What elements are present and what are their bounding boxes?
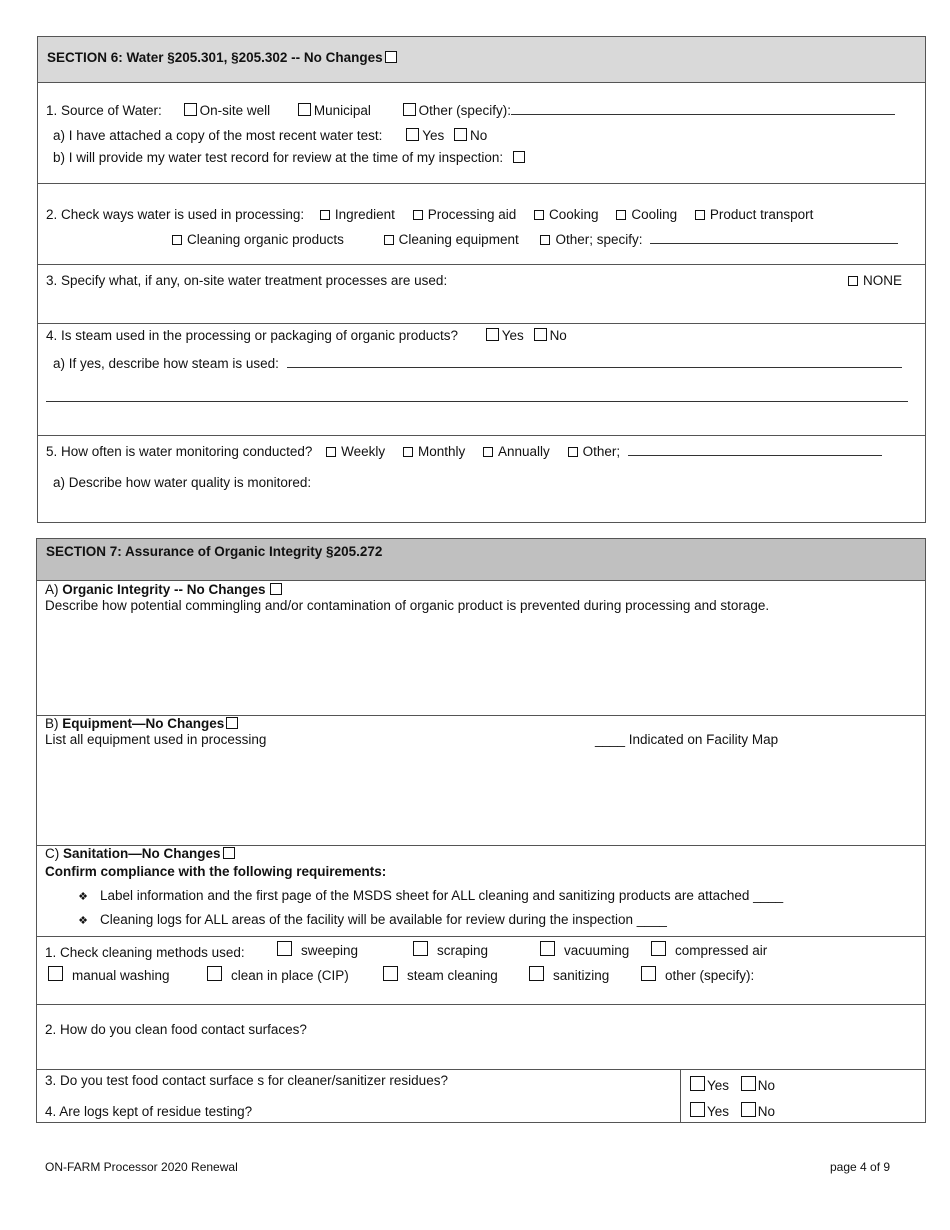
s7-c-confirm: Confirm compliance with the following requirements: — [45, 864, 387, 879]
s6-q1-other-field[interactable] — [511, 103, 895, 115]
s6-q3-none-label: NONE — [863, 273, 903, 288]
s6-q5-weekly-checkbox[interactable] — [326, 447, 336, 457]
s6-q5-annually-checkbox[interactable] — [483, 447, 493, 457]
s7-q1-manual-washing-checkbox[interactable] — [48, 966, 63, 981]
diamond-bullet-icon: ❖ — [78, 891, 88, 903]
s7-q1-cip-label: clean in place (CIP) — [231, 968, 349, 983]
s7-q1-scraping-label: scraping — [437, 943, 489, 958]
s6-q3-none-row — [846, 273, 902, 289]
divider — [37, 264, 926, 265]
s6-q2-processing-aid-label: Processing aid — [427, 207, 517, 222]
s7-q4-yes-label: Yes — [707, 1104, 730, 1119]
s6-q2-label: 2. Check ways water is used in processing: — [46, 207, 305, 222]
s6-q1a-row — [53, 128, 487, 144]
s7-c-no-changes-checkbox[interactable] — [223, 847, 235, 859]
s7-q1-steam-cleaning-label: steam cleaning — [407, 968, 498, 983]
s7-q1-compressed-air-label: compressed air — [675, 943, 768, 958]
divider — [36, 1069, 926, 1070]
s6-q4-label: 4. Is steam used in the processing or packaging of organic products? — [46, 328, 458, 343]
s7-q1-cip-checkbox[interactable] — [207, 966, 222, 981]
s7-b-map: ____ Indicated on Facility Map — [595, 732, 779, 747]
divider — [37, 183, 926, 184]
s6-q2-product-transport-checkbox[interactable] — [695, 210, 705, 220]
s7-q2-label: 2. How do you clean food contact surfaces? — [45, 1022, 307, 1037]
s6-q2-cooking-checkbox[interactable] — [534, 210, 544, 220]
s6-q2-product-transport-label: Product transport — [709, 207, 814, 222]
s7-q1-sanitizing-checkbox[interactable] — [529, 966, 544, 981]
s7-q1-label: 1. Check cleaning methods used: — [45, 945, 245, 960]
s7-q3-yes-checkbox[interactable] — [690, 1076, 705, 1091]
s6-q1-onsite-checkbox[interactable] — [184, 103, 197, 116]
s7-q1-manual-washing-label: manual washing — [72, 968, 170, 983]
s6-q4a-field-line2[interactable] — [46, 401, 908, 402]
s7-q1-opt-vacuuming — [540, 941, 629, 959]
s7-b-title: Equipment—No Changes — [62, 716, 225, 731]
s7-q3-yes-label: Yes — [707, 1078, 730, 1093]
s6-q1-onsite-label: On-site well — [199, 103, 271, 118]
s7-q1-other-checkbox[interactable] — [641, 966, 656, 981]
s6-q1-municipal-label: Municipal — [313, 103, 371, 118]
s7-q4-no-checkbox[interactable] — [741, 1102, 756, 1117]
diamond-bullet-icon: ❖ — [78, 915, 88, 927]
divider — [37, 82, 926, 83]
s6-q5-row — [46, 444, 882, 460]
s6-q2-other-label: Other; specify: — [555, 232, 643, 247]
s7-q1-opt-manual-washing — [48, 966, 170, 984]
s6-q1a-yes-checkbox[interactable] — [406, 128, 419, 141]
s6-q2-ingredient-label: Ingredient — [334, 207, 395, 222]
s7-c-bullet2-row — [70, 912, 667, 929]
s6-q5-other-label: Other; — [582, 444, 621, 459]
s7-c-bullet1: Label information and the first page of the MSDS sheet for ALL cleaning and sanitizing products are attached ____ — [100, 888, 784, 903]
s6-q5-annually-label: Annually — [498, 444, 550, 459]
divider — [36, 580, 926, 581]
s7-q1-opt-steam-cleaning — [383, 966, 498, 984]
s7-q1-opt-other — [641, 966, 754, 984]
s6-q1-municipal-checkbox[interactable] — [298, 103, 311, 116]
s6-q4-row — [46, 328, 567, 344]
s7-q3-label: 3. Do you test food contact surface s for cleaner/sanitizer residues? — [45, 1073, 448, 1088]
s6-q1-other-label: Other (specify): — [418, 103, 511, 118]
s7-q1-sanitizing-label: sanitizing — [553, 968, 610, 983]
s6-q5-other-field[interactable] — [628, 444, 882, 456]
s7-q1-scraping-checkbox[interactable] — [413, 941, 428, 956]
s7-q1-opt-compressed-air — [651, 941, 767, 959]
s6-q2-other-checkbox[interactable] — [540, 235, 550, 245]
divider — [37, 323, 926, 324]
s7-b-title-row — [45, 716, 241, 732]
s7-q1-compressed-air-checkbox[interactable] — [651, 941, 666, 956]
s6-q1a-no-label: No — [470, 128, 488, 143]
s7-c-bullet2: Cleaning logs for ALL areas of the facility will be available for review during the inspection ____ — [100, 912, 667, 927]
section7-header-text: SECTION 7: Assurance of Organic Integrity §205.272 — [46, 544, 383, 559]
s6-q4-no-checkbox[interactable] — [534, 328, 547, 341]
divider — [36, 936, 926, 937]
divider — [680, 1069, 681, 1123]
s6-q1-label: 1. Source of Water: — [46, 103, 162, 118]
s7-a-desc: Describe how potential commingling and/or contamination of organic product is prevented during processing and storage. — [45, 598, 770, 613]
s7-q1-other-label: other (specify): — [665, 968, 755, 983]
s6-q1a-no-checkbox[interactable] — [454, 128, 467, 141]
s7-b-prefix: B) — [45, 716, 63, 731]
s7-c-title-row — [45, 846, 238, 862]
s7-q3-no-checkbox[interactable] — [741, 1076, 756, 1091]
s7-q1-opt-scraping — [413, 941, 488, 959]
s6-q5-other-checkbox[interactable] — [568, 447, 578, 457]
s6-q5-label: 5. How often is water monitoring conducted? — [46, 444, 313, 459]
s7-b-no-changes-checkbox[interactable] — [226, 717, 238, 729]
section6-header-text: SECTION 6: Water §205.301, §205.302 -- No Changes — [47, 50, 383, 65]
s7-q3-no-label: No — [757, 1078, 776, 1093]
s6-q4-no-label: No — [549, 328, 567, 343]
s7-a-title-row — [45, 582, 285, 598]
s6-q1a-label: a) I have attached a copy of the most recent water test: — [53, 128, 383, 143]
section6-no-changes-checkbox[interactable] — [385, 51, 397, 63]
s6-q1a-yes-label: Yes — [422, 128, 445, 143]
s6-q4a-label: a) If yes, describe how steam is used: — [53, 356, 279, 371]
s6-q1-row — [46, 103, 895, 119]
s7-b-desc: List all equipment used in processing — [45, 732, 267, 747]
s7-q4-no-label: No — [757, 1104, 776, 1119]
s6-q2-cooling-checkbox[interactable] — [616, 210, 626, 220]
s7-q1-vacuuming-label: vacuuming — [564, 943, 630, 958]
s7-q1-vacuuming-checkbox[interactable] — [540, 941, 555, 956]
s7-q1-steam-cleaning-checkbox[interactable] — [383, 966, 398, 981]
s6-q2-cooling-label: Cooling — [631, 207, 678, 222]
footer-right: page 4 of 9 — [830, 1160, 891, 1174]
footer-left: ON-FARM Processor 2020 Renewal — [45, 1160, 238, 1174]
s6-q1b-label: b) I will provide my water test record for review at the time of my inspection: — [53, 150, 504, 165]
s6-q1b-row — [53, 150, 528, 166]
s7-q1-sweeping-checkbox[interactable] — [277, 941, 292, 956]
s6-q2-other-field[interactable] — [650, 232, 898, 244]
s6-q1-other-checkbox[interactable] — [403, 103, 416, 116]
s6-q4-yes-checkbox[interactable] — [486, 328, 499, 341]
s7-q3-answer-row — [690, 1076, 775, 1094]
s7-a-no-changes-checkbox[interactable] — [270, 583, 282, 595]
s6-q5a-label: a) Describe how water quality is monitored: — [53, 475, 312, 490]
s7-q1-sweeping-label: sweeping — [301, 943, 359, 958]
s6-q2-row2 — [170, 232, 898, 248]
s7-a-prefix: A) — [45, 582, 63, 597]
s6-q3-none-checkbox[interactable] — [848, 276, 858, 286]
s6-q4-yes-label: Yes — [501, 328, 524, 343]
s6-q1b-checkbox[interactable] — [513, 151, 525, 163]
s6-q4a-field[interactable] — [287, 356, 902, 368]
s6-q2-row1 — [46, 207, 813, 223]
s7-q1-opt-sanitizing — [529, 966, 609, 984]
s7-a-title: Organic Integrity -- No Changes — [62, 582, 266, 597]
s6-q5-monthly-checkbox[interactable] — [403, 447, 413, 457]
s6-q5-weekly-label: Weekly — [341, 444, 386, 459]
s6-q2-cleaning-equipment-checkbox[interactable] — [384, 235, 394, 245]
s6-q3-label: 3. Specify what, if any, on-site water treatment processes are used: — [46, 273, 448, 288]
s6-q2-cleaning-products-checkbox[interactable] — [172, 235, 182, 245]
s7-q4-answer-row — [690, 1102, 775, 1120]
s6-q2-processing-aid-checkbox[interactable] — [413, 210, 423, 220]
s7-c-title: Sanitation—No Changes — [63, 846, 221, 861]
s6-q2-cleaning-products-label: Cleaning organic products — [187, 232, 344, 247]
s7-q4-label: 4. Are logs kept of residue testing? — [45, 1104, 253, 1119]
s7-q1-opt-cip — [207, 966, 349, 984]
divider — [36, 1004, 926, 1005]
s6-q5-monthly-label: Monthly — [417, 444, 466, 459]
divider — [37, 435, 926, 436]
s6-q4a-row — [53, 356, 902, 372]
s6-q2-cooking-label: Cooking — [549, 207, 599, 222]
s6-q2-cleaning-equipment-label: Cleaning equipment — [398, 232, 519, 247]
s6-q2-ingredient-checkbox[interactable] — [320, 210, 330, 220]
s7-q1-opt-sweeping — [277, 941, 358, 959]
s7-c-prefix: C) — [45, 846, 63, 861]
section6-header — [38, 37, 925, 82]
s7-q4-yes-checkbox[interactable] — [690, 1102, 705, 1117]
s7-c-bullet1-row — [70, 888, 783, 905]
section7-header — [37, 539, 925, 580]
